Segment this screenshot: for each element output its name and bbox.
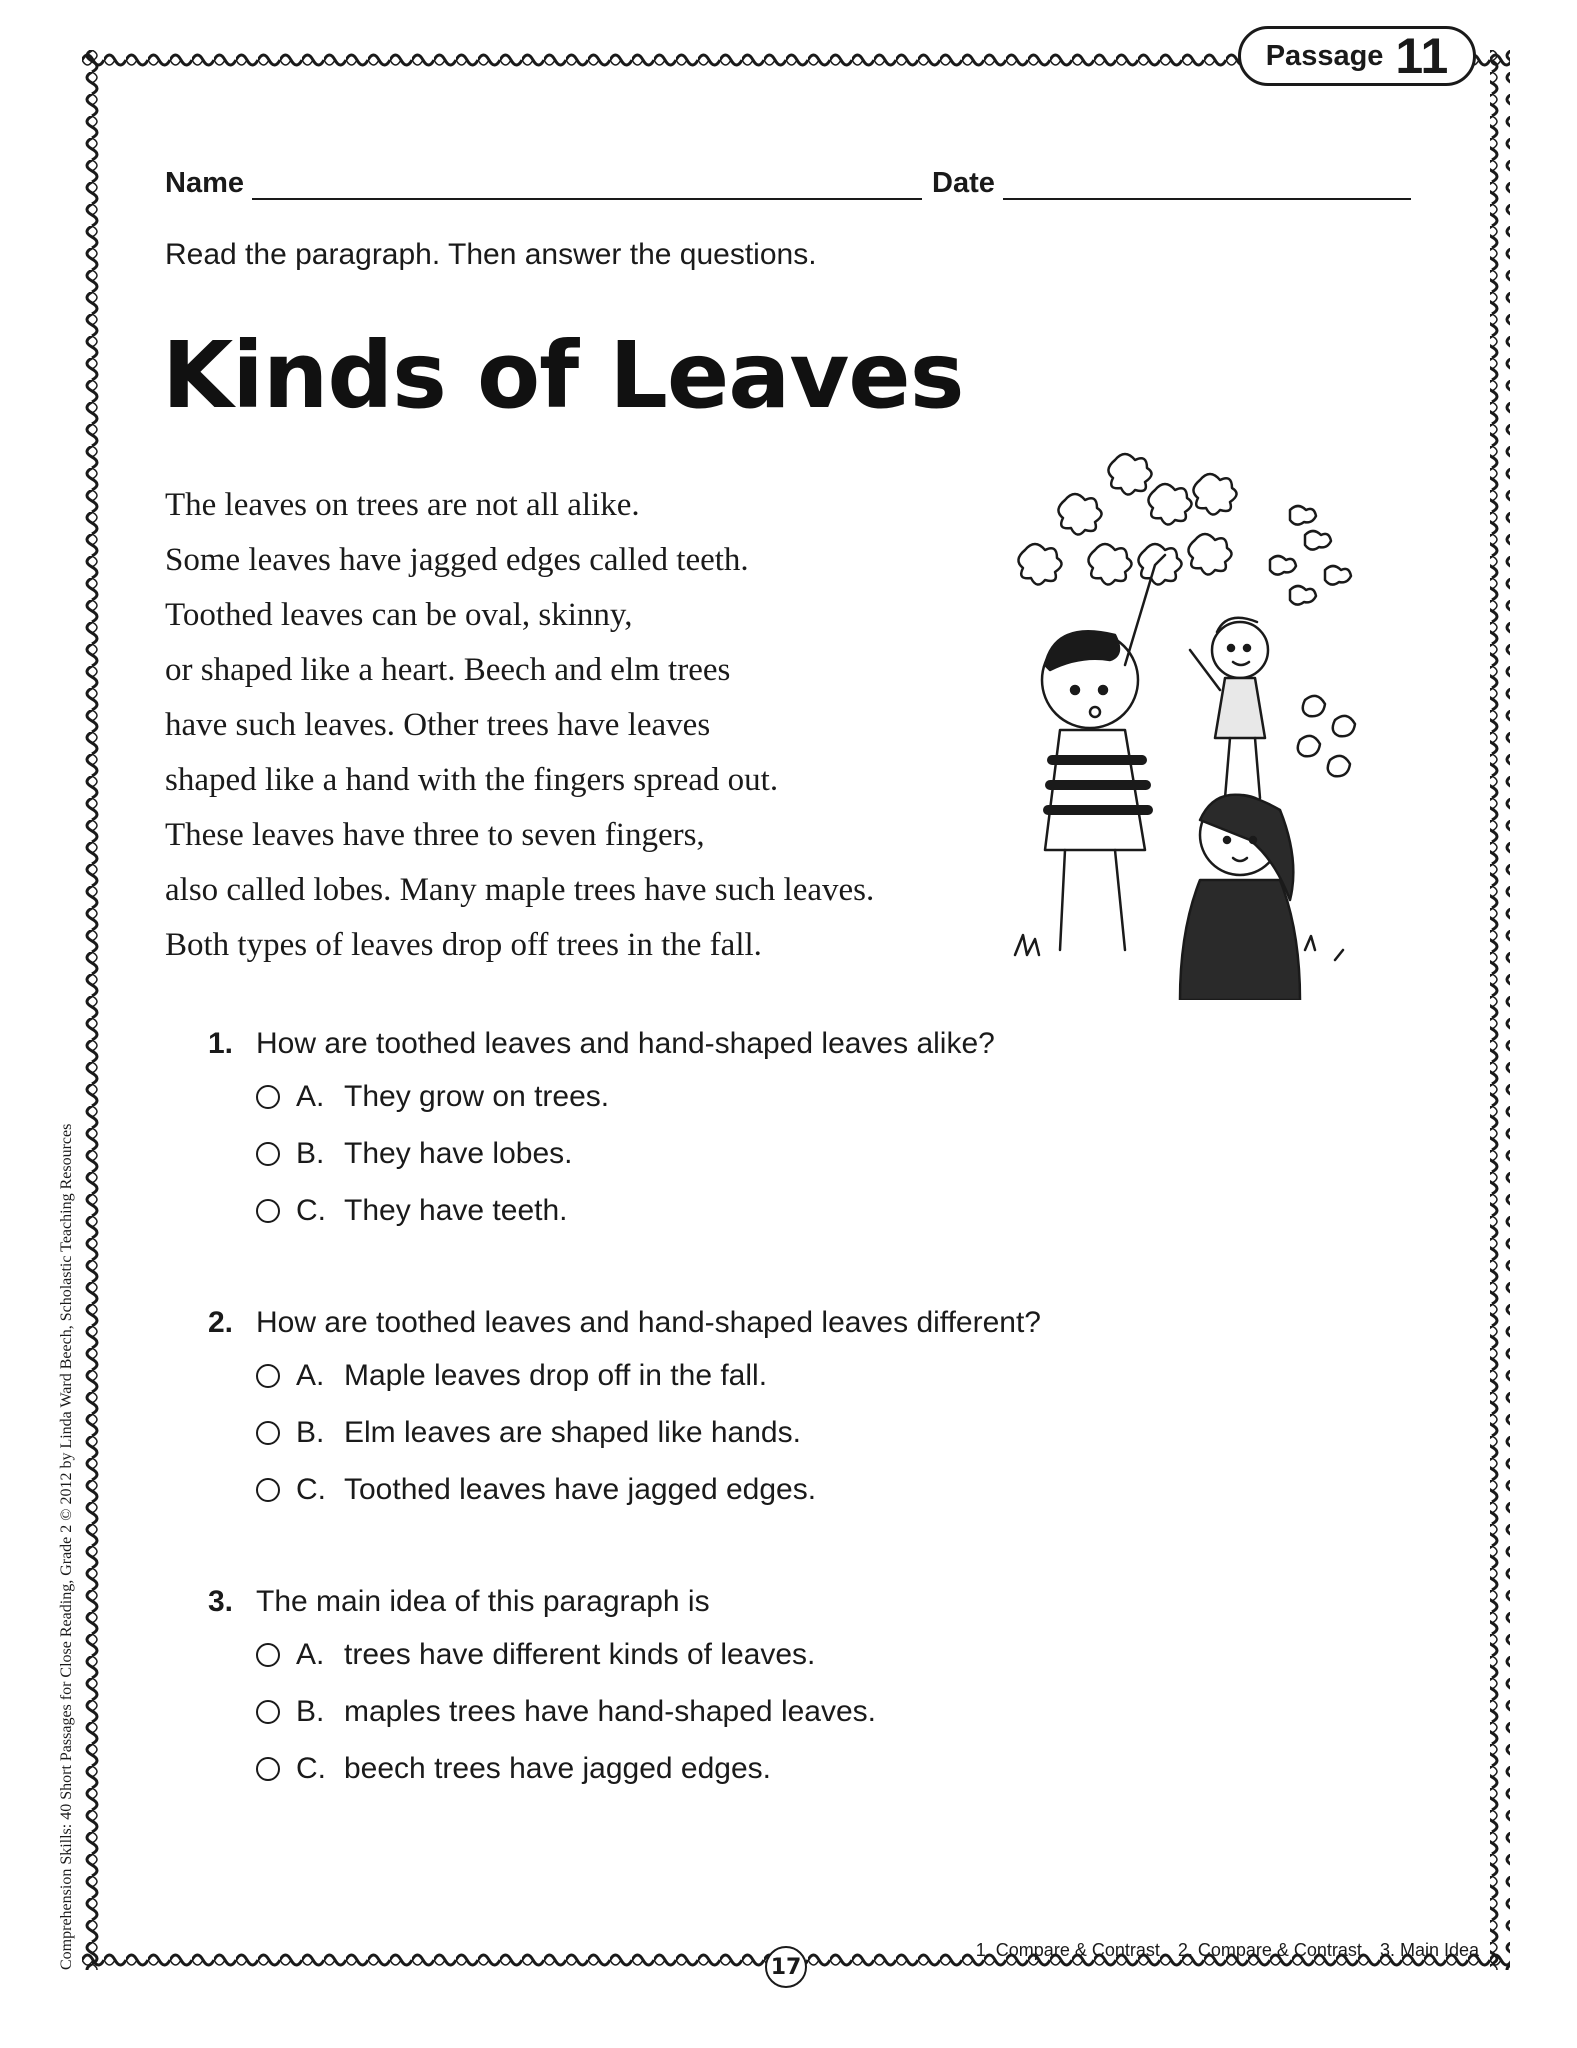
option-letter: B. <box>296 1694 325 1728</box>
paragraph-line: or shaped like a heart. Beech and elm trees <box>165 652 731 688</box>
radio-button[interactable] <box>256 1757 280 1781</box>
option-letter: A. <box>296 1079 325 1113</box>
paragraph-line: have such leaves. Other trees have leaves <box>165 707 711 743</box>
girl-child <box>1180 795 1300 1000</box>
question-2 <box>208 1299 1408 1518</box>
paragraph-line: Both types of leaves drop off trees in the fall. <box>165 927 762 963</box>
paragraph-line: These leaves have three to seven fingers, <box>165 817 705 853</box>
radio-button[interactable] <box>256 1085 280 1109</box>
option-3b[interactable] <box>256 1683 1408 1740</box>
option-text: They have teeth. <box>344 1193 568 1227</box>
paragraph-line: Some leaves have jagged edges called teeth. <box>165 542 749 578</box>
option-text: Maple leaves drop off in the fall. <box>344 1358 768 1392</box>
question-1 <box>208 1020 1408 1239</box>
question-number: 2. <box>208 1306 234 1339</box>
option-text: They grow on trees. <box>344 1079 610 1113</box>
name-label: Name <box>165 167 244 199</box>
question-text: How are toothed leaves and hand-shaped leaves alike? <box>256 1027 995 1060</box>
radio-button[interactable] <box>256 1700 280 1724</box>
option-1c[interactable] <box>256 1182 1408 1239</box>
option-text: Toothed leaves have jagged edges. <box>344 1472 817 1506</box>
option-2b[interactable] <box>256 1404 1408 1461</box>
page-number: 17 <box>765 1946 807 1988</box>
question-number: 3. <box>208 1585 234 1618</box>
option-letter: A. <box>296 1358 325 1392</box>
copyright-credit: Comprehension Skills: 40 Short Passages for Close Reading, Grade 2 © 2012 by Linda Ward Beech, Scholastic Teaching Resources <box>58 1123 75 1970</box>
climbing-child <box>1190 618 1268 798</box>
question-text: How are toothed leaves and hand-shaped leaves different? <box>256 1306 1041 1339</box>
option-letter: B. <box>296 1136 325 1170</box>
radio-button[interactable] <box>256 1643 280 1667</box>
option-3c[interactable] <box>256 1740 1408 1797</box>
option-text: They have lobes. <box>344 1136 573 1170</box>
passage-label: Passage <box>1265 39 1384 72</box>
skill-label: 2. Compare & Contrast <box>1177 1940 1362 1960</box>
option-1a[interactable] <box>256 1068 1408 1125</box>
option-2a[interactable] <box>256 1347 1408 1404</box>
paragraph-line: also called lobes. Many maple trees have such leaves. <box>165 872 875 908</box>
date-label: Date <box>932 167 995 199</box>
instructions: Read the paragraph. Then answer the questions. <box>165 238 817 271</box>
option-text: maples trees have hand-shaped leaves. <box>344 1694 877 1728</box>
option-text: trees have different kinds of leaves. <box>344 1637 816 1671</box>
passage-number: 11 <box>1395 28 1449 84</box>
paragraph-line: shaped like a hand with the fingers spread out. <box>165 762 779 798</box>
question-3 <box>208 1578 1408 1797</box>
skills-footer <box>976 1940 1479 1961</box>
option-letter: A. <box>296 1637 325 1671</box>
option-3a[interactable] <box>256 1626 1408 1683</box>
name-date-row <box>165 160 1413 200</box>
option-1b[interactable] <box>256 1125 1408 1182</box>
skill-label: 1. Compare & Contrast <box>975 1940 1160 1960</box>
option-letter: B. <box>296 1415 325 1449</box>
date-field[interactable] <box>1003 168 1411 200</box>
option-letter: C. <box>296 1751 326 1785</box>
name-field[interactable] <box>252 168 922 200</box>
passage-paragraph <box>165 478 1025 973</box>
skill-label: 3. Main Idea <box>1379 1940 1479 1960</box>
question-number: 1. <box>208 1027 234 1060</box>
radio-button[interactable] <box>256 1421 280 1445</box>
radio-button[interactable] <box>256 1364 280 1388</box>
paragraph-line: Toothed leaves can be oval, skinny, <box>165 597 633 633</box>
option-2c[interactable] <box>256 1461 1408 1518</box>
paragraph-line: The leaves on trees are not all alike. <box>165 487 640 523</box>
radio-button[interactable] <box>256 1478 280 1502</box>
passage-badge <box>1238 26 1476 86</box>
option-letter: C. <box>296 1193 326 1227</box>
option-letter: C. <box>296 1472 326 1506</box>
option-text: beech trees have jagged edges. <box>344 1751 771 1785</box>
radio-button[interactable] <box>256 1199 280 1223</box>
children-leaves-illustration <box>1005 440 1385 1000</box>
radio-button[interactable] <box>256 1142 280 1166</box>
questions-list <box>208 1020 1408 1857</box>
passage-title: Kinds of Leaves <box>162 322 964 429</box>
tall-child <box>1042 555 1165 950</box>
option-text: Elm leaves are shaped like hands. <box>344 1415 801 1449</box>
question-text: The main idea of this paragraph is <box>256 1585 710 1618</box>
leaf-cluster <box>1018 454 1355 776</box>
